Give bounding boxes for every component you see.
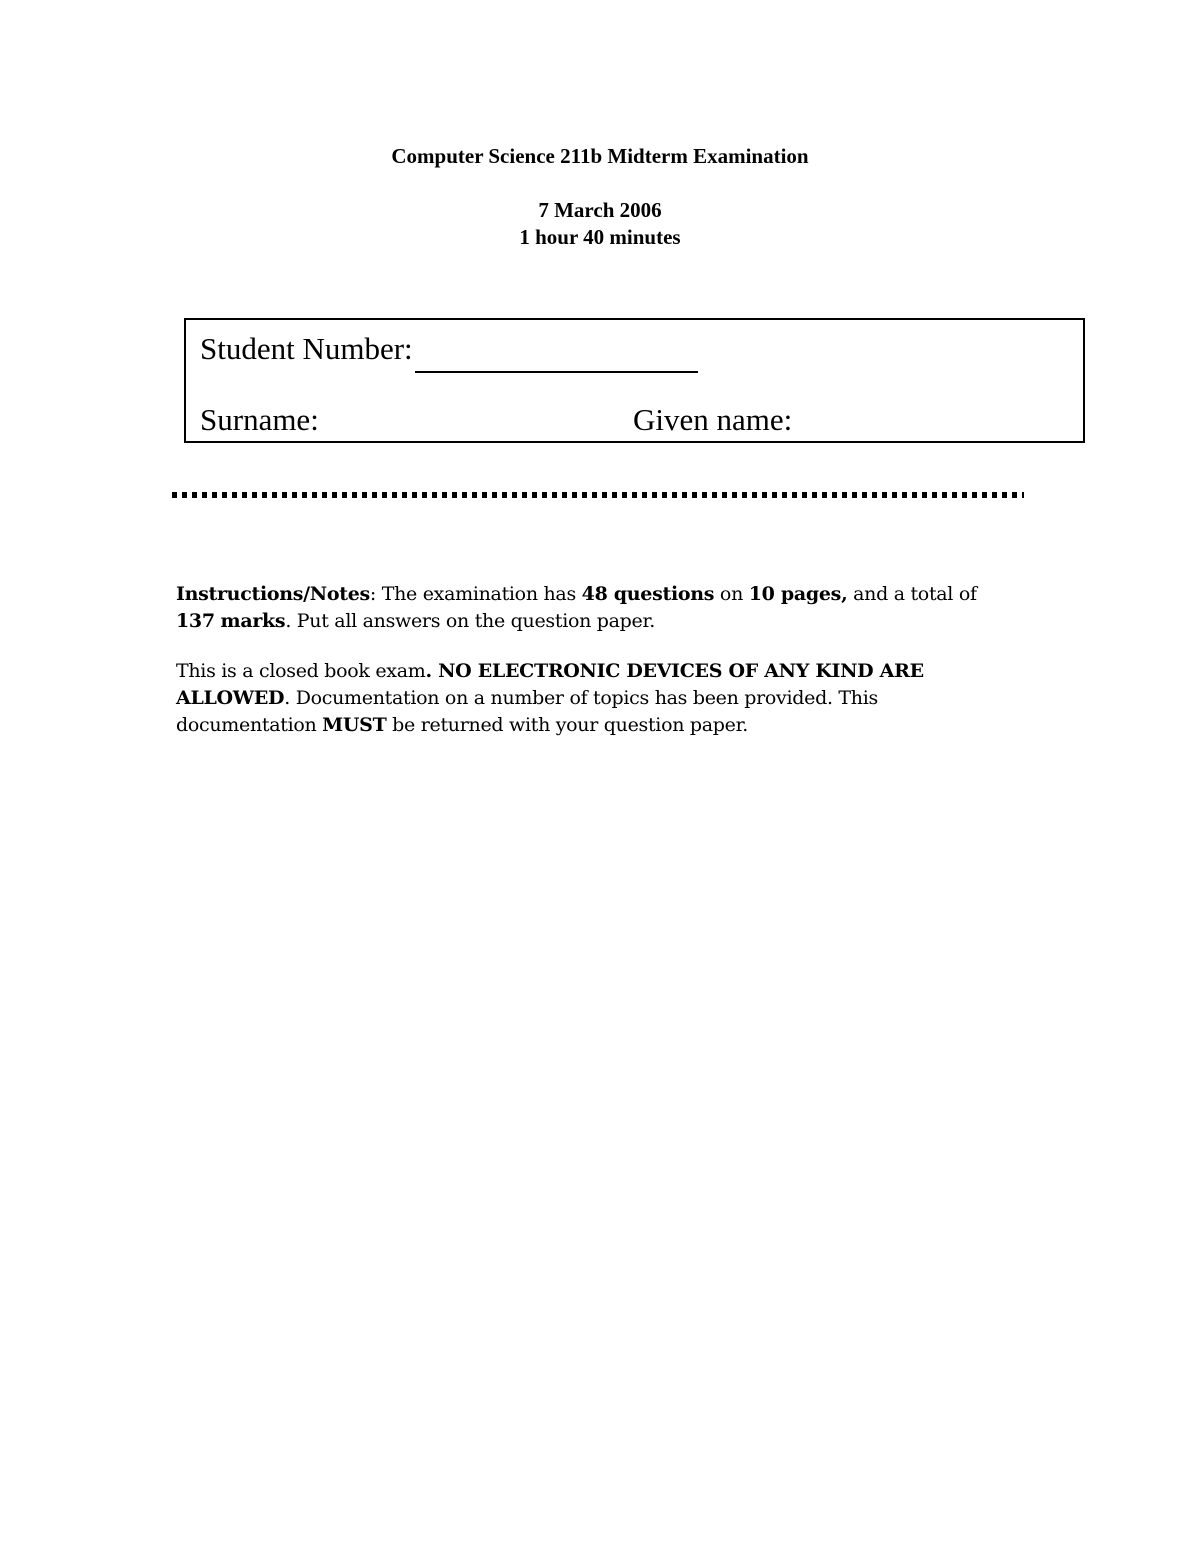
closed-book-text-3: be returned with your question paper. bbox=[386, 714, 749, 736]
given-name-label: Given name: bbox=[633, 402, 793, 437]
closed-book-paragraph bbox=[176, 658, 1016, 739]
dotted-divider bbox=[172, 492, 1024, 498]
closed-book-text-2: . Documentation on a number of topics has been provided. This documentation bbox=[176, 687, 878, 736]
student-id-box bbox=[184, 318, 1085, 443]
instructions-text-3: and a total of bbox=[847, 583, 977, 605]
page-count: 10 pages, bbox=[748, 583, 848, 605]
student-number-answer-line[interactable] bbox=[415, 371, 698, 373]
instructions-text-2: on bbox=[714, 583, 749, 605]
no-devices-warning: . NO ELECTRONIC DEVICES OF ANY KIND ARE ALLOWED bbox=[176, 660, 924, 709]
marks-word: marks bbox=[220, 610, 286, 632]
surname-label: Surname: bbox=[200, 402, 319, 437]
marks-total: 137 bbox=[176, 610, 215, 632]
student-number-label: Student Number: bbox=[200, 331, 413, 366]
question-count: 48 questions bbox=[581, 583, 715, 605]
closed-book-text-1: This is a closed book exam bbox=[176, 660, 426, 682]
instructions-text-5: . Put all answers on the question paper. bbox=[285, 610, 655, 632]
instructions-text-1: : The examination has bbox=[369, 583, 582, 605]
instructions-label: Instructions/Notes bbox=[176, 583, 370, 605]
must-emphasis: MUST bbox=[322, 714, 387, 736]
exam-date: 7 March 2006 bbox=[538, 198, 662, 222]
exam-title: Computer Science 211b Midterm Examination bbox=[391, 144, 809, 168]
exam-duration: 1 hour 40 minutes bbox=[519, 225, 681, 249]
instructions-paragraph bbox=[176, 581, 1016, 635]
